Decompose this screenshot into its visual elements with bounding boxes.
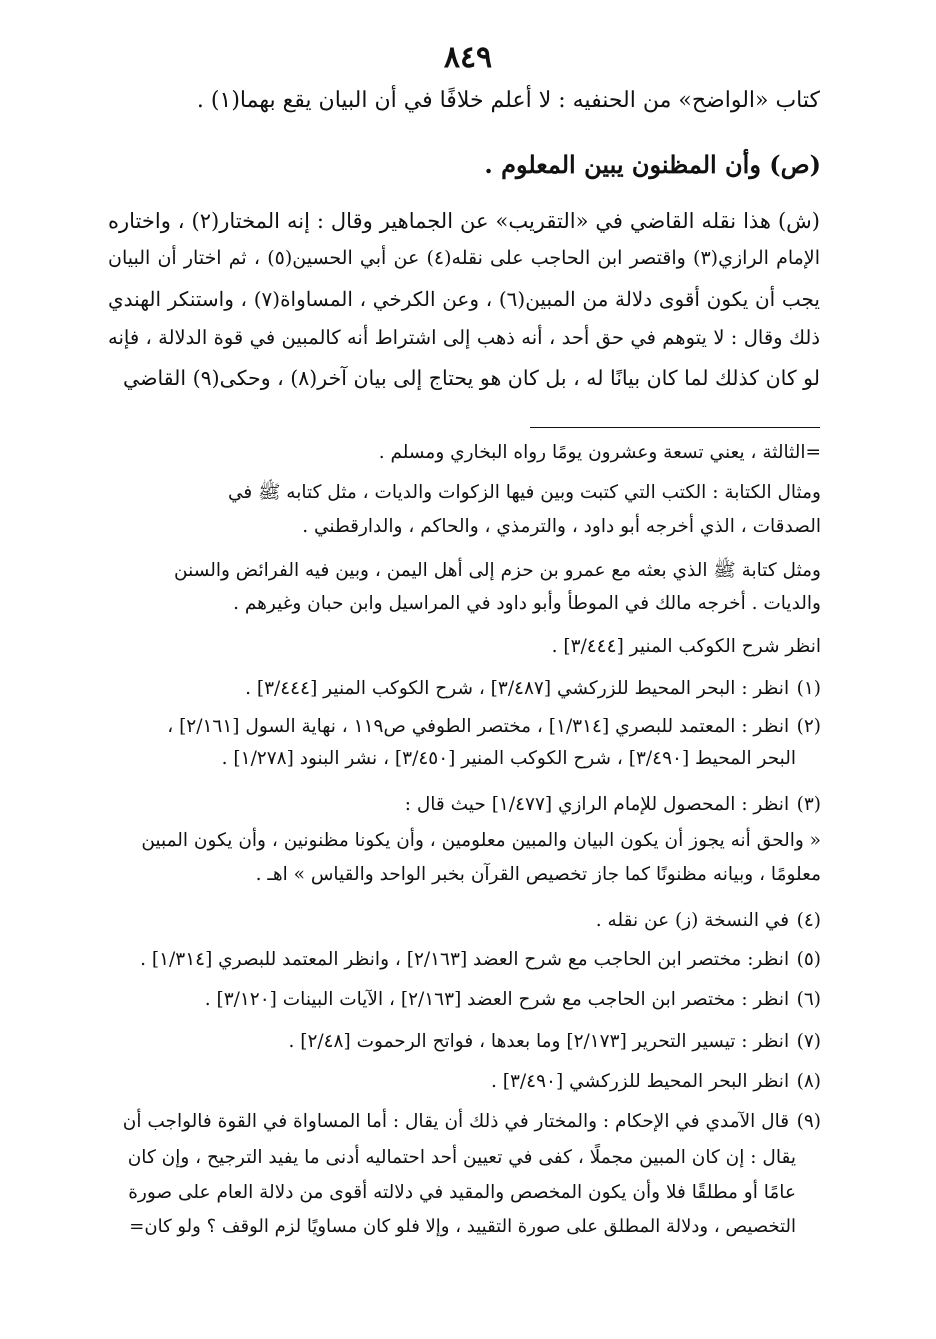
main-text-line: كتاب «الواضح» من الحنفيه : لا أعلم خلافًا في أن البيان يقع بهما(١) . [196, 88, 820, 113]
main-text-line: ذلك وقال : لا يتوهم في حق أحد ، أنه ذهب إلى اشتراط أنه كالمبين في قوة الدلالة ، فإنه [108, 326, 820, 349]
main-text-line: يجب أن يكون أقوى دلالة من المبين(٦) ، وعن الكرخي ، المساواة(٧) ، واستنكر الهندي [108, 287, 821, 311]
footnote-separator [530, 427, 820, 428]
footnote-continuation-line: والديات . أخرجه مالك في الموطأ وأبو داود في المراسيل وابن حبان وغيرهم . [233, 593, 821, 614]
footnote-number: (١) [796, 678, 821, 699]
footnote-number: (٤) [796, 910, 821, 931]
footnote-continuation-line: انظر شرح الكوكب المنير [٣/٤٤٤] . [551, 636, 821, 657]
footnote-number: (٢) [796, 716, 821, 737]
footnote-text: انظر : تيسير التحرير [٢/١٧٣] وما بعدها ، فواتح الرحموت [٢/٤٨] . [288, 1031, 790, 1052]
footnote-number: (٥) [796, 949, 821, 970]
footnote-8 [491, 1069, 821, 1095]
footnote-continuation-line: =الثالثة ، يعني تسعة وعشرون يومًا رواه البخاري ومسلم . [378, 442, 821, 463]
footnote-number: (٦) [796, 989, 821, 1010]
footnote-number: (٣) [796, 794, 821, 815]
footnote-text: انظر : المحصول للإمام الرازي [١/٤٧٧] حيث قال : [404, 794, 790, 815]
footnote-2 [167, 714, 821, 740]
footnote-quote-line: « والحق أنه يجوز أن يكون البيان والمبين معلومين ، وأن يكونا مظنونين ، وأن يكون المبين [141, 830, 821, 851]
footnote-text: عامًا أو مطلقًا فلا وأن يكون المخصص والمقيد في دلالته أقوى من دلالة العام على صورة [128, 1182, 796, 1203]
main-text-line: الإمام الرازي(٣) واقتصر ابن الحاجب على نقله(٤) عن أبي الحسين(٥) ، ثم اختار أن البيان [108, 247, 820, 269]
footnote-6 [205, 987, 821, 1013]
footnote-text: في النسخة (ز) عن نقله . [595, 910, 790, 931]
footnote-number: (٧) [796, 1031, 821, 1052]
footnote-7 [288, 1029, 821, 1055]
footnote-text: يقال : إن كان المبين مجملًا ، كفى في تعيين أحد احتماليه أدنى ما يفيد الترجيح ، وإن كان [127, 1147, 796, 1168]
footnote-text: انظر البحر المحيط للزركشي [٣/٤٩٠] . [491, 1071, 790, 1092]
footnote-continuation-line: ومثل كتابة ﷺ الذي بعثه مع عمرو بن حزم إلى أهل اليمن ، وبين فيه الفرائض والسنن [174, 560, 821, 581]
footnote-text: قال الآمدي في الإحكام : والمختار في ذلك أن يقال : أما المساواة في القوة فالواجب أن [122, 1111, 790, 1132]
footnote-quote-line: معلومًا ، وبيانه مظنونًا كما جاز تخصيص القرآن بخبر الواحد والقياس » اهـ . [255, 864, 821, 885]
footnote-3 [405, 792, 821, 818]
footnote-text: انظر: مختصر ابن الحاجب مع شرح العضد [٢/١٦٣] ، وانظر المعتمد للبصري [١/٣١٤] . [140, 949, 790, 970]
footnote-text: انظر : البحر المحيط للزركشي [٣/٤٨٧] ، شرح الكوكب المنير [٣/٤٤٤] . [245, 678, 790, 699]
footnote-5 [140, 947, 821, 973]
footnote-text: انظر : مختصر ابن الحاجب مع شرح العضد [٢/١٦٣] ، الآيات البينات [٣/١٢٠] . [204, 989, 790, 1010]
footnote-number: (٩) [796, 1111, 821, 1132]
footnote-continuation-line: الصدقات ، الذي أخرجه أبو داود ، والترمذي ، والحاكم ، والدارقطني . [302, 516, 821, 537]
footnote-text: انظر : المعتمد للبصري [١/٣١٤] ، مختصر الطوفي ص١١٩ ، نهاية السول [٢/١٦١] ، [167, 716, 790, 737]
section-heading: (ص) وأن المظنون يبين المعلوم . [484, 150, 821, 179]
footnote-1 [245, 676, 821, 702]
footnote-continuation-line: ومثال الكتابة : الكتب التي كتبت وبين فيها الزكوات والديات ، مثل كتابه ﷺ في [227, 482, 821, 503]
footnote-9 [123, 1109, 821, 1135]
page-number: ٨٤٩ [443, 40, 493, 75]
footnote-number: (٨) [796, 1071, 821, 1092]
main-text-line: لو كان كذلك لما كان بيانًا له ، بل كان هو يحتاج إلى بيان آخر(٨) ، وحكى(٩) القاضي [123, 366, 820, 390]
footnote-text: البحر المحيط [٣/٤٩٠] ، شرح الكوكب المنير [٣/٤٥٠] ، نشر البنود [١/٢٧٨] . [221, 748, 796, 769]
footnote-4 [596, 908, 821, 934]
footnote-text: التخصيص ، ودلالة المطلق على صورة التقييد ، وإلا فلو كان مساويًا لزم الوقف ؟ ولو كان= [129, 1216, 796, 1237]
main-text-line: (ش) هذا نقله القاضي في «التقريب» عن الجماهير وقال : إنه المختار(٢) ، واختاره [108, 209, 820, 233]
